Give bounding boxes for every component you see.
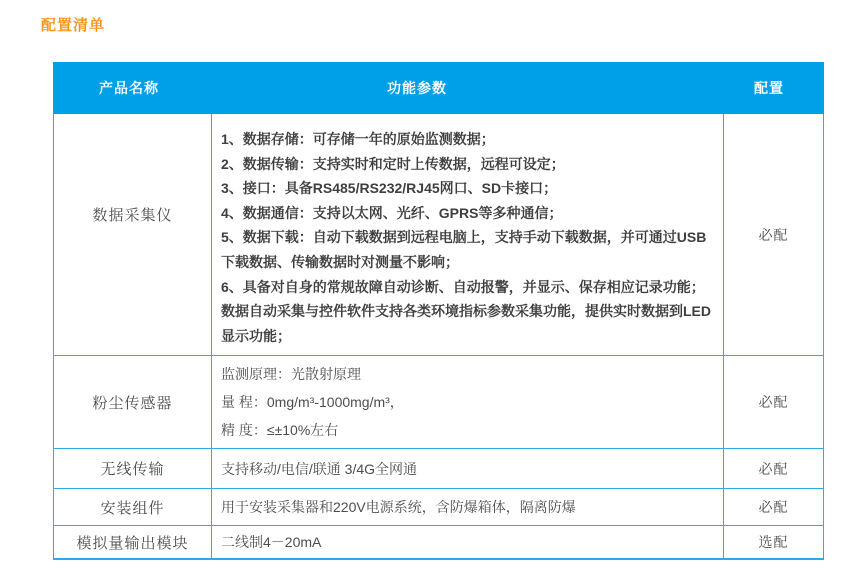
spec-line: 1、数据存储：可存储一年的原始监测数据； (221, 131, 495, 147)
header-function-params: 功能参数 (387, 80, 447, 96)
config-cell: 选配 (758, 534, 789, 550)
header-config: 配置 (754, 80, 784, 96)
function-params-cell (212, 526, 724, 558)
spec-line: 2、数据传输：支持实时和定时上传数据，远程可设定； (221, 155, 565, 172)
function-params-cell (212, 449, 724, 488)
product-name-cell: 粉尘传感器 (54, 356, 212, 448)
function-params-cell (212, 114, 724, 355)
config-cell: 必配 (758, 460, 789, 477)
spec-line: 用于安装采集器和220V电源系统，含防爆箱体，隔离防爆 (221, 499, 576, 515)
function-params-cell (212, 489, 724, 525)
page-title: 配置清单 (41, 17, 106, 34)
table-row-analog-output (54, 525, 823, 558)
spec-line: 精 度：≤±10%左右 (221, 422, 339, 438)
table-row-dust-sensor (54, 355, 823, 448)
table-row-wireless (54, 448, 823, 488)
spec-line: 5、数据下载：自动下载数据到远程电脑上，支持手动下载数据，并可通过USB (221, 229, 707, 246)
config-cell: 必配 (758, 499, 789, 515)
spec-line: 下载数据、传输数据时对测量不影响； (221, 253, 459, 270)
spec-line: 6、具备对自身的常规故障自动诊断、自动报警，并显示、保存相应记录功能； (221, 278, 705, 295)
function-params-cell (212, 356, 724, 448)
spec-line: 量 程：0mg/m³-1000mg/m³， (221, 394, 404, 410)
config-table (53, 62, 824, 560)
table-body (53, 114, 824, 560)
spec-line: 4、数据通信：支持以太网、光纤、GPRS等多种通信； (221, 204, 563, 221)
header-product-name: 产品名称 (99, 80, 159, 96)
spec-line: 显示功能； (221, 327, 291, 344)
product-name-cell: 模拟量输出模块 (54, 526, 212, 558)
spec-line: 3、接口：具备RS485/RS232/RJ45网口、SD卡接口； (221, 180, 558, 197)
product-name-cell: 无线传输 (54, 449, 212, 488)
spec-line: 支持移动/电信/联通 3/4G全网通 (221, 460, 418, 477)
table-row-data-collector (54, 114, 823, 355)
spec-line: 数据自动采集与控件软件支持各类环境指标参数采集功能，提供实时数据到LED (221, 303, 711, 320)
table-header-row (53, 62, 824, 114)
spec-line: 二线制4－20mA (221, 534, 322, 550)
spec-line: 监测原理：光散射原理 (221, 366, 361, 382)
table-row-mounting-kit (54, 488, 823, 525)
config-cell: 必配 (758, 394, 789, 410)
product-name-cell: 安装组件 (54, 489, 212, 525)
config-cell: 必配 (758, 226, 789, 243)
product-name-cell: 数据采集仪 (54, 114, 212, 355)
